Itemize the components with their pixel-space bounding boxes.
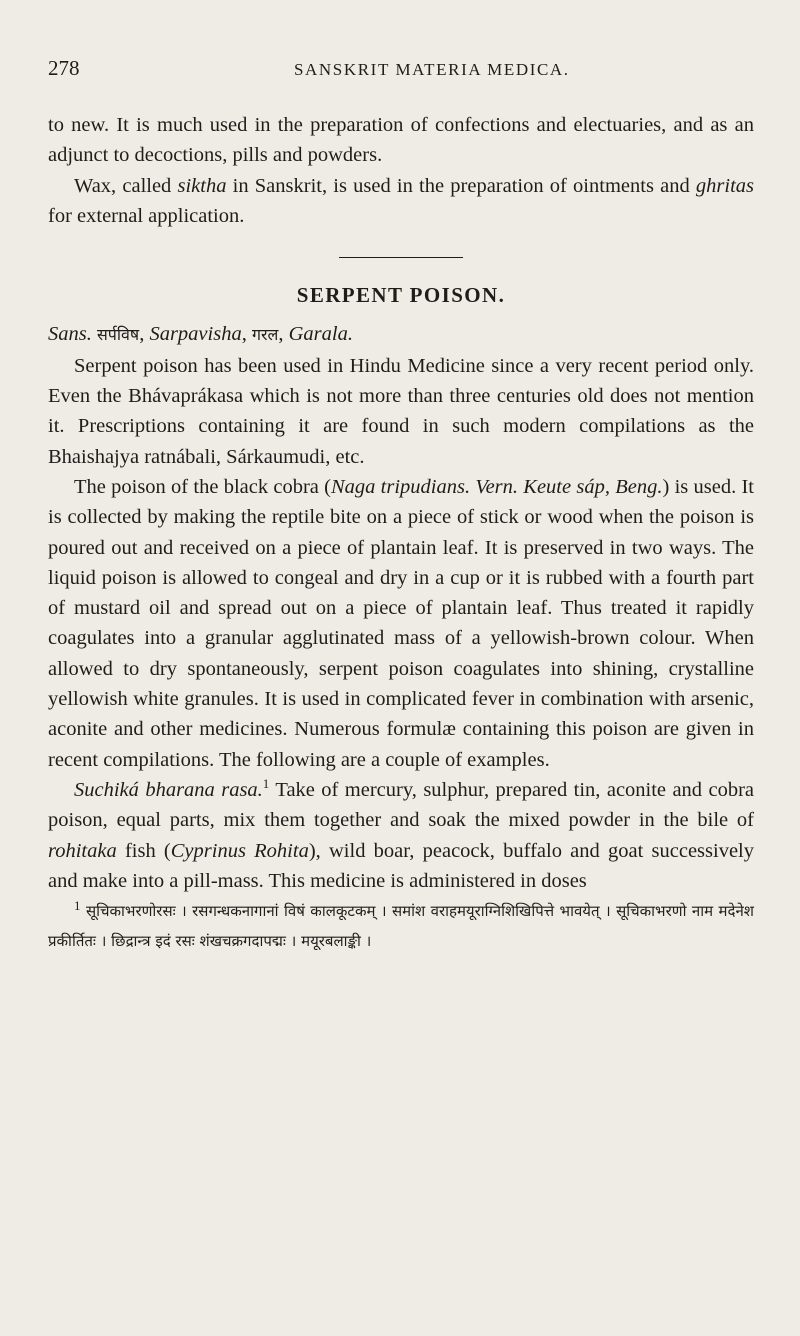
syn-sanskrit-1: सर्पविष: [96, 325, 140, 345]
syn-sans: Sans.: [48, 323, 92, 346]
text: ), wild boar, peacock, buffalo and goat successively and make into a pill-mass. This medicine is administered in doses: [48, 839, 755, 892]
term-ghritas: ghritas: [695, 174, 754, 197]
page-number: 278: [48, 56, 80, 80]
text: fish (: [116, 839, 171, 862]
paragraph-2: [48, 472, 754, 775]
text: The poison of the black cobra (: [74, 475, 331, 498]
running-head: SANSKRIT MATERIA MEDICA.: [294, 60, 570, 79]
text: Wax, called: [74, 174, 178, 197]
paragraph-3: [48, 775, 754, 896]
text: for external application.: [48, 204, 245, 227]
recipe-name: Suchiká bharana rasa.: [74, 778, 263, 801]
syn-latin-1: Sarpavisha: [149, 323, 242, 346]
synonyms-line: Sans. सर्पविष, Sarpavisha, गरल, Garala.: [48, 323, 353, 346]
syn-sanskrit-2: गरल: [251, 325, 279, 345]
page-header: [48, 56, 754, 81]
paragraph-wax: [48, 171, 754, 232]
term-siktha: siktha: [177, 174, 227, 197]
footnote-marker: 1: [74, 898, 81, 914]
paragraph-1: Serpent poison has been used in Hindu Medicine since a very recent period only. Even the Bhávaprákasa which is not more than three centuries old does not mention it. Prescriptions containing it are found in such modern compilations as the Bhaishajya ratnábali, Sárkaumudi, etc.: [48, 354, 754, 468]
text: Take of mercury, sulphur, prepared tin, aconite and cobra poison, equal parts, mix them together and soak the mixed powder in the bile of: [48, 778, 754, 832]
text: in Sanskrit, is used in the preparation of ointments and: [226, 174, 696, 197]
text: ) is used. It is collected by making the reptile bite on a piece of stick or wood when the poison is poured out and received on a piece of plantain leaf. It is preserved in two ways. The liquid poison is allowed to congeal and dry in a cup or it is rubbed with a fourth part of mustard oil and spread out on a piece of plantain leaf. Thus treated it rapidly coagulates into a granular agglutinated mass of a yellowish-brown colour. When allowed to dry spontaneously, serpent poison coagulates into shining, crystalline yellowish white granules. It is used in complicated fever in combination with arsenic, aconite and other medicines. Numerous formulæ containing this poison are given in recent compilations. The following are a couple of examples.: [48, 475, 754, 771]
latin-name: Naga tripudians. Vern. Keute sáp, Beng.: [330, 475, 663, 498]
footnote-ref: 1: [262, 776, 270, 792]
latin-fish: Cyprinus Rohita: [170, 839, 309, 862]
term-rohitaka: rohitaka: [48, 839, 117, 862]
footnote: [48, 896, 754, 956]
paragraph-intro: to new. It is much used in the preparation of confections and electuaries, and as an adjunct to decoctions, pills and powders.: [48, 114, 754, 167]
syn-latin-2: Garala.: [288, 323, 353, 346]
page-body: [48, 110, 754, 956]
section-divider: [339, 257, 463, 258]
section-title: SERPENT POISON.: [296, 283, 506, 308]
footnote-text: सूचिकाभरणोरसः । रसगन्धकनागानां विषं कालकूटकम् । समांश वराहमयूराग्निशिखिपित्ते भावयेत् । सूचिकाभरणो नाम मदेनेश प्रकीर्तितः । छिद्रान्त्र इदं रसः शंखचक्रगदापद्मः । मयूरबलाङ्की ।: [48, 902, 754, 951]
